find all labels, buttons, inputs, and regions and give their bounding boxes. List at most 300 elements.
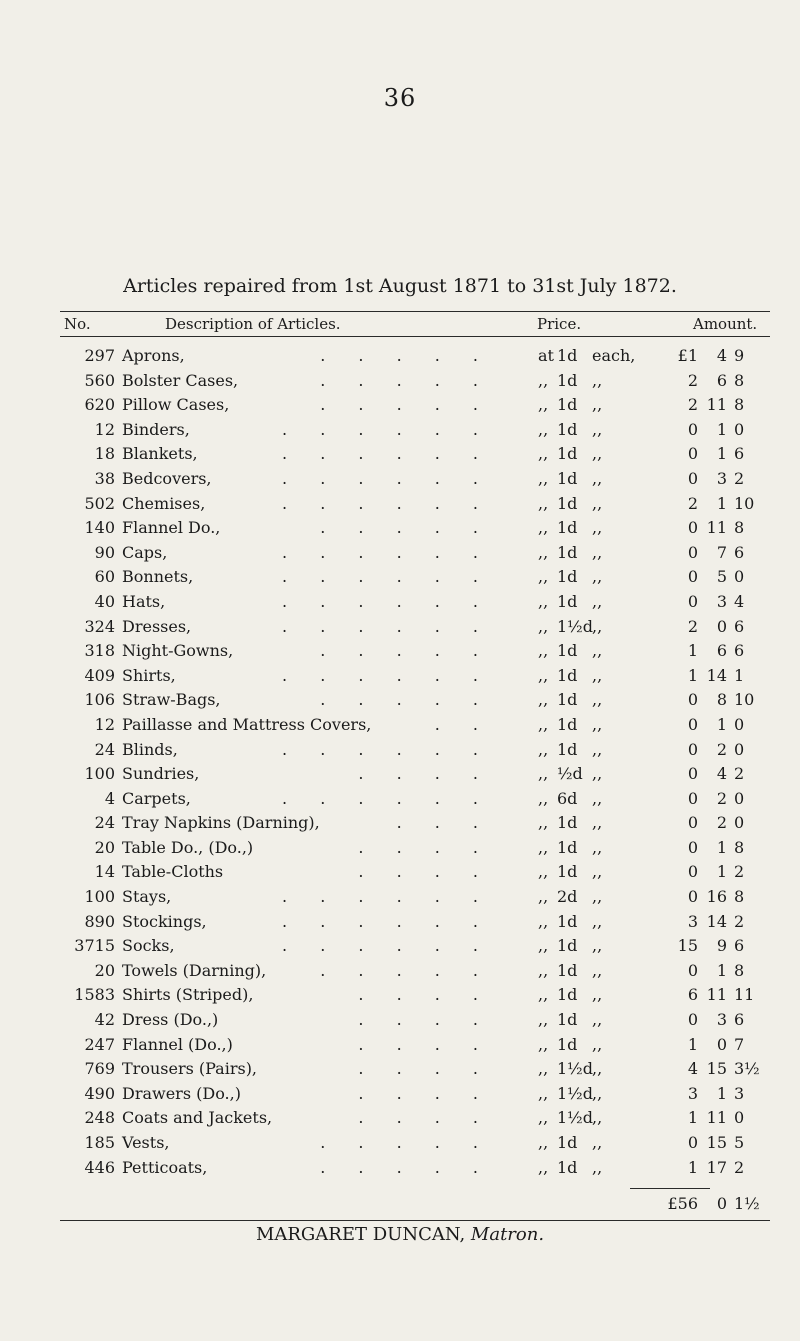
row-pounds: 0 [687,567,698,587]
row-price: 1d [557,1133,578,1152]
table-row [60,811,770,836]
table-row [60,565,770,590]
row-each: ,, [592,493,603,513]
row-shillings: 0 [716,1034,727,1054]
table-row [60,418,770,443]
row-ditto: ,, [538,370,549,390]
row-quantity: 20 [94,960,115,980]
row-quantity: 502 [84,493,115,513]
table-row [60,934,770,959]
row-description: Table-Cloths [122,862,224,882]
table-row [60,541,770,566]
row-shillings: 14 [706,911,727,931]
row-description: Stays, [122,887,172,907]
row-ditto: ,, [538,665,549,685]
row-pence: 6 [734,641,745,661]
row-each: ,, [592,1108,603,1128]
row-ditto: ,, [538,690,549,710]
row-pence: 2 [734,468,745,488]
row-description: Caps, [122,542,168,562]
row-pounds: 0 [687,542,698,562]
row-leader-dots: . . . . [358,862,492,882]
row-ditto: ,, [538,936,549,956]
row-leader-dots: . . . . . [320,1157,492,1177]
row-each: ,, [592,788,603,808]
row-price: 6d [557,788,578,808]
row-quantity: 18 [94,444,115,464]
row-pence: 4 [734,591,745,611]
row-description: Flannel Do., [122,518,221,538]
table-row [60,787,770,812]
row-pounds: 2 [687,616,698,636]
table-row [60,1057,770,1082]
signature-role: Matron. [470,1224,545,1246]
row-price: 1d [557,739,578,759]
row-pounds: 0 [687,813,698,833]
row-leader-dots: . . . . . . [282,591,492,611]
total-rule [60,1220,770,1221]
row-ditto: ,, [538,419,549,439]
row-price: 1½d [557,1108,593,1128]
row-pounds: 0 [687,690,698,710]
row-price: 1d [557,665,578,685]
row-price: 1d [557,370,578,390]
table-row [60,1082,770,1107]
row-pence: 3½ [734,1059,760,1079]
table-row [60,590,770,615]
row-price: 1d [557,714,578,734]
row-shillings: 1 [716,714,727,734]
row-pence: 3 [734,1083,745,1103]
row-each: ,, [592,518,603,538]
row-leader-dots: . . . . . . [282,788,492,808]
row-leader-dots: . . . . . [320,395,492,415]
row-pounds: 0 [687,862,698,882]
row-ditto: ,, [538,444,549,464]
row-quantity: 446 [84,1157,115,1177]
row-description: Sundries, [122,764,200,784]
row-pence: 11 [734,985,755,1005]
table-row [60,467,770,492]
row-ditto: ,, [538,960,549,980]
row-price: 1d [557,862,578,882]
row-ditto: ,, [538,468,549,488]
row-each: ,, [592,370,603,390]
row-description: Night-Gowns, [122,641,234,661]
page-number: 36 [383,84,417,112]
row-leader-dots: . . . . [358,1010,492,1030]
row-price: 1d [557,591,578,611]
row-pence: 8 [734,837,745,857]
row-leader-dots: . . . . [358,837,492,857]
row-leader-dots: . . . . . . [282,444,492,464]
row-quantity: 140 [84,518,115,538]
row-shillings: 15 [706,1059,727,1079]
row-shillings: 16 [706,887,727,907]
row-shillings: 11 [706,395,727,415]
row-quantity: 24 [94,739,115,759]
row-price: ½d [557,764,583,784]
total-pounds: £56 [667,1194,698,1214]
row-shillings: 2 [716,739,727,759]
row-pounds: 1 [687,1034,698,1054]
row-price: 1d [557,1157,578,1177]
row-quantity: 890 [84,911,115,931]
table-row [60,664,770,689]
row-ditto: ,, [538,1059,549,1079]
sum-line [630,1188,710,1189]
row-description: Drawers (Do.,) [122,1083,241,1103]
row-quantity: 3715 [74,936,115,956]
row-price: 1d [557,911,578,931]
row-pounds: 0 [687,444,698,464]
row-leader-dots: . . . . . [320,690,492,710]
table-row [60,442,770,467]
row-leader-dots: . . . . . . [282,419,492,439]
row-pounds: 2 [687,395,698,415]
row-pence: 0 [734,419,745,439]
row-leader-dots: . . . . . . [282,542,492,562]
row-leader-dots: . . . . . [320,518,492,538]
row-price: 1d [557,641,578,661]
row-pounds: 0 [687,1133,698,1152]
row-shillings: 17 [706,1157,727,1177]
row-description: Bedcovers, [122,468,212,488]
row-each: ,, [592,468,603,488]
row-price: 1d [557,813,578,833]
row-leader-dots: . . . . [358,764,492,784]
row-pounds: 2 [687,370,698,390]
row-shillings: 1 [716,862,727,882]
table-row [60,762,770,787]
row-quantity: 409 [84,665,115,685]
header-rule [60,336,770,337]
row-leader-dots: . . . . [358,1059,492,1079]
row-each: ,, [592,1133,603,1152]
row-pounds: 2 [687,493,698,513]
row-each: ,, [592,395,603,415]
row-each: ,, [592,739,603,759]
row-each: ,, [592,1157,603,1177]
row-pence: 6 [734,444,745,464]
row-each: ,, [592,591,603,611]
row-ditto: ,, [538,911,549,931]
row-each: ,, [592,813,603,833]
total-pence: 1½ [734,1194,760,1214]
row-leader-dots: . . . . . . [282,567,492,587]
row-price: 1d [557,985,578,1005]
total-row [60,1194,770,1218]
row-shillings: 5 [716,567,727,587]
row-price: 1d [557,837,578,857]
row-shillings: 8 [716,690,727,710]
row-quantity: 4 [104,788,115,808]
row-pence: 2 [734,1157,745,1177]
row-shillings: 11 [706,1108,727,1128]
table-row [60,836,770,861]
row-description: Vests, [122,1133,170,1152]
row-quantity: 100 [84,887,115,907]
row-pence: 1 [734,665,745,685]
row-ditto: ,, [538,542,549,562]
row-leader-dots: . . . . [358,1108,492,1128]
row-shillings: 14 [706,665,727,685]
row-each: ,, [592,690,603,710]
row-pence: 6 [734,542,745,562]
table-title: Articles repaired from 1st August 1871 to 31st July 1872. [123,275,677,297]
row-pounds: £1 [677,346,698,365]
table-header [60,313,770,335]
row-each: ,, [592,862,603,882]
table-row [60,713,770,738]
table-row [60,615,770,640]
row-price: 1d [557,1010,578,1030]
row-leader-dots: . . . . [358,985,492,1005]
table-body [60,344,770,1180]
row-ditto: ,, [538,1133,549,1152]
row-pence: 0 [734,813,745,833]
row-quantity: 20 [94,837,115,857]
row-description: Blankets, [122,444,198,464]
row-leader-dots: . . . . . [320,346,492,365]
row-description: Trousers (Pairs), [122,1059,258,1079]
row-price: 1d [557,542,578,562]
row-price: 1d [557,1034,578,1054]
table-row [60,639,770,664]
header-description: Description of Articles. [165,315,341,333]
row-pounds: 0 [687,837,698,857]
row-description: Blinds, [122,739,178,759]
row-price: 1d [557,936,578,956]
row-pence: 0 [734,1108,745,1128]
row-pence: 6 [734,616,745,636]
table-row [60,983,770,1008]
row-quantity: 769 [84,1059,115,1079]
row-shillings: 1 [716,960,727,980]
signature-name: MARGARET DUNCAN, [255,1224,466,1246]
row-description: Chemises, [122,493,206,513]
row-quantity: 60 [94,567,115,587]
row-each: ,, [592,444,603,464]
table-row [60,369,770,394]
row-ditto: ,, [538,641,549,661]
table-row [60,1033,770,1058]
row-description: Bonnets, [122,567,194,587]
row-shillings: 15 [706,1133,727,1152]
row-quantity: 106 [84,690,115,710]
row-shillings: 3 [716,591,727,611]
row-ditto: ,, [538,616,549,636]
row-quantity: 185 [84,1133,115,1152]
row-pence: 8 [734,887,745,907]
row-pounds: 1 [687,665,698,685]
row-description: Bolster Cases, [122,370,239,390]
signature [0,1224,800,1245]
row-quantity: 1583 [74,985,115,1005]
row-quantity: 90 [94,542,115,562]
row-leader-dots: . . . . [358,1083,492,1103]
row-shillings: 3 [716,468,727,488]
table-row [60,344,770,369]
row-shillings: 1 [716,444,727,464]
row-pounds: 0 [687,468,698,488]
row-shillings: 1 [716,419,727,439]
table-row [60,885,770,910]
row-price: 1d [557,419,578,439]
row-pence: 10 [734,493,755,513]
row-shillings: 11 [706,985,727,1005]
row-each: ,, [592,985,603,1005]
row-description: Shirts, [122,665,176,685]
row-pence: 8 [734,395,745,415]
table-row [60,910,770,935]
row-each: ,, [592,960,603,980]
row-leader-dots: . . . . . . [282,887,492,907]
row-quantity: 100 [84,764,115,784]
row-pence: 0 [734,714,745,734]
row-pence: 10 [734,690,755,710]
row-pounds: 4 [687,1059,698,1079]
row-quantity: 490 [84,1083,115,1103]
row-description: Towels (Darning), [122,960,267,980]
row-quantity: 620 [84,395,115,415]
row-each: ,, [592,714,603,734]
row-description: Stockings, [122,911,207,931]
row-description: Straw-Bags, [122,690,221,710]
row-pounds: 0 [687,591,698,611]
row-pounds: 0 [687,1010,698,1030]
row-price: 1d [557,395,578,415]
header-amount: Amount. [693,315,758,333]
row-leader-dots: . . . . . . [282,911,492,931]
row-each: each, [592,346,636,365]
row-shillings: 1 [716,837,727,857]
row-price: 1½d [557,1083,593,1103]
row-shillings: 0 [716,616,727,636]
row-ditto: ,, [538,813,549,833]
row-shillings: 9 [716,936,727,956]
row-pounds: 1 [687,1157,698,1177]
row-each: ,, [592,616,603,636]
row-ditto: ,, [538,837,549,857]
row-price: 1d [557,444,578,464]
row-description: Paillasse and Mattress Covers, [122,714,372,734]
row-quantity: 42 [94,1010,115,1030]
row-price: 2d [557,887,578,907]
row-each: ,, [592,837,603,857]
row-pounds: 0 [687,518,698,538]
row-pounds: 0 [687,887,698,907]
row-each: ,, [592,936,603,956]
row-shillings: 6 [716,641,727,661]
table-row [60,1156,770,1181]
row-leader-dots: . . [434,714,492,734]
row-price: 1½d [557,616,593,636]
row-pounds: 0 [687,960,698,980]
table-row [60,688,770,713]
row-leader-dots: . . . . . . [282,665,492,685]
row-shillings: 3 [716,1010,727,1030]
row-leader-dots: . . . . . [320,960,492,980]
row-leader-dots: . . . . . [320,1133,492,1152]
row-ditto: ,, [538,1157,549,1177]
row-leader-dots: . . . . . . [282,739,492,759]
row-each: ,, [592,1010,603,1030]
row-pence: 2 [734,862,745,882]
top-rule [60,311,770,312]
header-no: No. [64,315,91,333]
row-ditto: ,, [538,1010,549,1030]
row-each: ,, [592,1059,603,1079]
row-each: ,, [592,911,603,931]
row-leader-dots: . . . [396,813,492,833]
row-leader-dots: . . . . . [320,641,492,661]
row-shillings: 1 [716,493,727,513]
row-leader-dots: . . . . . . [282,616,492,636]
row-ditto: ,, [538,518,549,538]
row-quantity: 40 [94,591,115,611]
row-each: ,, [592,665,603,685]
row-each: ,, [592,419,603,439]
row-quantity: 297 [84,346,115,365]
row-pence: 2 [734,911,745,931]
row-quantity: 318 [84,641,115,661]
row-description: Shirts (Striped), [122,985,254,1005]
row-price: 1d [557,468,578,488]
row-price: 1d [557,518,578,538]
row-ditto: ,, [538,493,549,513]
row-shillings: 4 [716,764,727,784]
row-each: ,, [592,1083,603,1103]
table-row [60,516,770,541]
row-description: Aprons, [122,346,185,365]
table-row [60,1106,770,1131]
row-ditto: ,, [538,1034,549,1054]
row-pence: 0 [734,788,745,808]
row-description: Hats, [122,591,166,611]
row-ditto: ,, [538,739,549,759]
row-ditto: ,, [538,591,549,611]
row-pence: 8 [734,370,745,390]
total-shillings: 0 [716,1194,727,1214]
row-pounds: 0 [687,764,698,784]
row-pence: 9 [734,346,745,365]
row-description: Pillow Cases, [122,395,230,415]
row-each: ,, [592,542,603,562]
row-description: Tray Napkins (Darning), [122,813,320,833]
row-ditto: ,, [538,1083,549,1103]
table-row [60,959,770,984]
row-pounds: 1 [687,1108,698,1128]
row-price: 1½d [557,1059,593,1079]
row-ditto: ,, [538,567,549,587]
row-description: Socks, [122,936,175,956]
row-ditto: at [538,346,554,365]
row-ditto: ,, [538,1108,549,1128]
row-pence: 5 [734,1133,745,1152]
row-each: ,, [592,641,603,661]
row-each: ,, [592,1034,603,1054]
row-pence: 8 [734,518,745,538]
row-shillings: 4 [716,346,727,365]
row-quantity: 38 [94,468,115,488]
row-shillings: 1 [716,1083,727,1103]
header-price: Price. [537,315,582,333]
row-price: 1d [557,690,578,710]
row-leader-dots: . . . . . . [282,468,492,488]
row-ditto: ,, [538,985,549,1005]
row-description: Coats and Jackets, [122,1108,273,1128]
